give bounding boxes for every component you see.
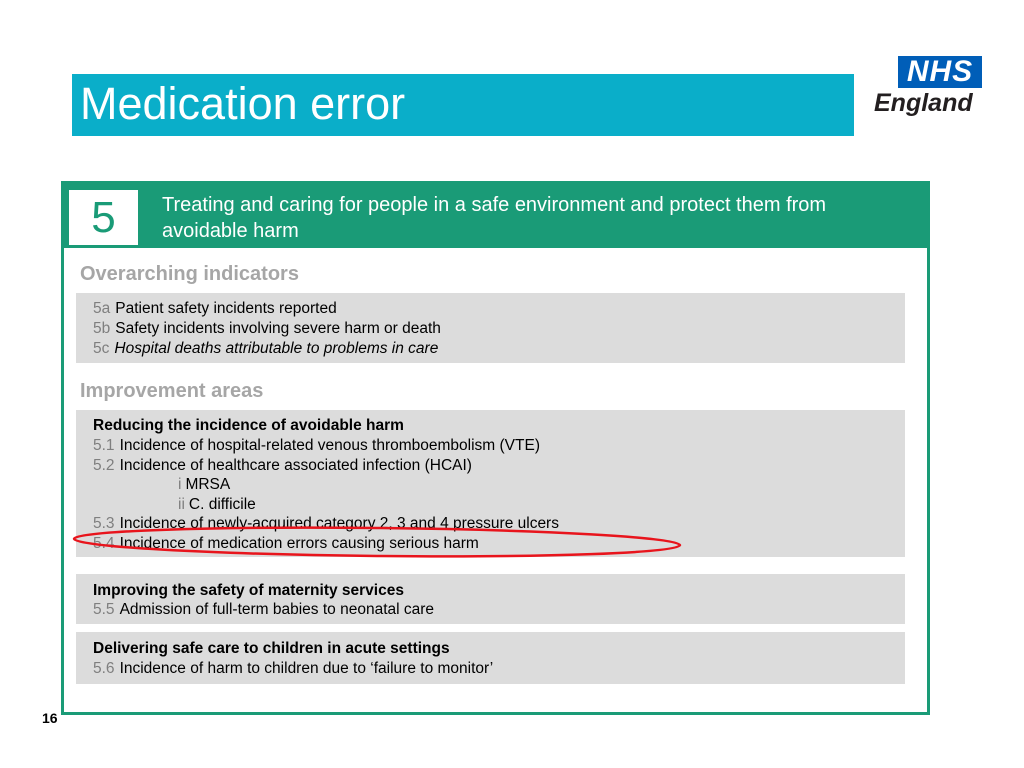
indicator-code: 5.3 <box>93 515 115 532</box>
domain-header <box>64 184 927 248</box>
indicator-text: C. difficile <box>188 496 256 513</box>
domain-title: Treating and caring for people in a safe environment and protect them from avoidable harm <box>162 194 827 242</box>
indicator-text: Admission of full-term babies to neonatal care <box>119 601 435 618</box>
list-item <box>93 319 441 338</box>
list-item-highlighted <box>93 534 479 553</box>
indicator-text: Hospital deaths attributable to problems in care <box>114 340 439 357</box>
indicator-text: Incidence of newly-acquired category 2, 3 and 4 pressure ulcers <box>119 515 559 532</box>
indicator-code: 5.6 <box>93 660 115 677</box>
group-title: Reducing the incidence of avoidable harm <box>93 417 404 434</box>
indicator-code: 5b <box>93 320 111 337</box>
indicator-text: Safety incidents involving severe harm or death <box>115 320 441 337</box>
list-item <box>93 514 559 533</box>
improvement-panel-maternity <box>76 574 905 624</box>
indicator-text: Incidence of healthcare associated infection (HCAI) <box>119 457 472 474</box>
indicator-code: 5c <box>93 340 110 357</box>
list-item <box>178 475 230 494</box>
overarching-heading: Overarching indicators <box>80 263 299 285</box>
indicator-code: 5.1 <box>93 437 115 454</box>
improvement-panel-children <box>76 632 905 684</box>
domain-number: 5 <box>69 190 138 245</box>
group-title: Delivering safe care to children in acute settings <box>93 640 450 657</box>
improvement-panel-harm <box>76 410 905 557</box>
list-item <box>178 495 256 514</box>
slide-title: Medication error <box>80 78 406 129</box>
title-bar <box>72 74 854 136</box>
indicator-code: 5.2 <box>93 457 115 474</box>
indicator-text: Patient safety incidents reported <box>115 300 337 317</box>
indicator-text: MRSA <box>185 476 231 493</box>
overarching-panel <box>76 293 905 363</box>
sub-code: ii <box>178 496 185 513</box>
sub-code: i <box>178 476 182 493</box>
indicator-code: 5a <box>93 300 111 317</box>
list-item <box>93 659 493 678</box>
domain-frame <box>61 181 930 715</box>
list-item <box>93 600 434 619</box>
indicator-code: 5.4 <box>93 535 115 552</box>
nhs-logo-england: England <box>874 89 973 117</box>
list-item <box>93 436 540 455</box>
indicator-text: Incidence of medication errors causing serious harm <box>119 535 479 552</box>
page-number: 16 <box>42 710 58 726</box>
indicator-code: 5.5 <box>93 601 115 618</box>
improvement-heading: Improvement areas <box>80 380 264 402</box>
list-item <box>93 299 337 318</box>
indicator-text: Incidence of harm to children due to ‘failure to monitor’ <box>119 660 494 677</box>
nhs-england-logo <box>872 56 984 122</box>
group-title: Improving the safety of maternity services <box>93 582 404 599</box>
list-item <box>93 456 472 475</box>
list-item <box>93 339 438 358</box>
nhs-logo-box: NHS <box>898 56 982 88</box>
indicator-text: Incidence of hospital-related venous thromboembolism (VTE) <box>119 437 540 454</box>
